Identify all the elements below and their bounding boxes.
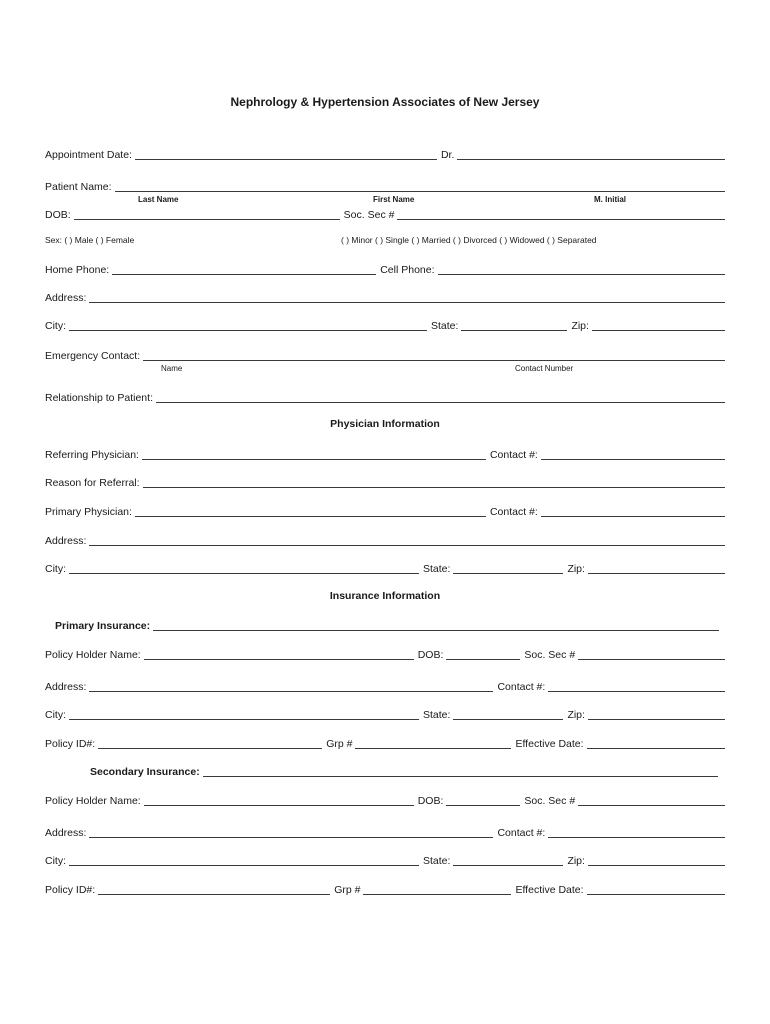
patient-city-field[interactable] xyxy=(69,320,427,331)
primary-physician-field[interactable] xyxy=(135,506,486,517)
patient-state-field[interactable] xyxy=(461,320,567,331)
patient-zip-field[interactable] xyxy=(592,320,725,331)
primary-contact-field[interactable] xyxy=(541,506,725,517)
physician-zip-label: Zip: xyxy=(567,563,585,575)
primary-ins-city-row xyxy=(45,706,725,722)
first-name-hint: First Name xyxy=(373,195,415,204)
primary-policy-field[interactable] xyxy=(98,738,322,749)
primary-insurance-field[interactable] xyxy=(153,620,719,631)
emergency-row xyxy=(45,347,725,363)
physician-city-field[interactable] xyxy=(69,563,419,574)
primary-effective-field[interactable] xyxy=(587,738,725,749)
referring-row xyxy=(45,446,725,462)
physician-address-field[interactable] xyxy=(89,535,725,546)
primary-ins-contact-label: Contact #: xyxy=(497,681,546,693)
phone-row xyxy=(45,261,725,277)
home-phone-label: Home Phone: xyxy=(45,264,110,276)
patient-city-row xyxy=(45,317,725,333)
secondary-holder-label: Policy Holder Name: xyxy=(45,795,141,807)
secondary-ins-contact-label: Contact #: xyxy=(497,827,546,839)
secondary-ins-address-label: Address: xyxy=(45,827,87,839)
physician-section-heading: Physician Information xyxy=(330,418,440,430)
patient-address-label: Address: xyxy=(45,292,87,304)
reason-field[interactable] xyxy=(143,477,725,488)
secondary-ins-city-field[interactable] xyxy=(69,855,419,866)
physician-city-row xyxy=(45,560,725,576)
cell-phone-label: Cell Phone: xyxy=(380,264,435,276)
reason-label: Reason for Referral: xyxy=(45,477,140,489)
secondary-grp-field[interactable] xyxy=(363,884,511,895)
primary-holder-row xyxy=(45,646,725,662)
secondary-ins-contact-field[interactable] xyxy=(548,827,725,838)
patient-address-row xyxy=(45,289,725,305)
dob-ssn-row xyxy=(45,206,725,222)
patient-name-row xyxy=(45,178,725,194)
primary-contact-label: Contact #: xyxy=(489,506,538,518)
appointment-row xyxy=(45,146,725,162)
physician-city-label: City: xyxy=(45,563,66,575)
emergency-contact-label: Emergency Contact: xyxy=(45,350,141,362)
secondary-insurance-label: Secondary Insurance: xyxy=(90,766,200,778)
form-title: Nephrology & Hypertension Associates of New Jersey xyxy=(230,95,540,109)
physician-zip-field[interactable] xyxy=(588,563,725,574)
primary-ins-city-label: City: xyxy=(45,709,66,721)
referring-physician-field[interactable] xyxy=(142,449,486,460)
secondary-holder-row xyxy=(45,792,725,808)
relationship-row xyxy=(45,389,725,405)
secondary-ins-city-label: City: xyxy=(45,855,66,867)
appointment-date-field[interactable] xyxy=(135,149,437,160)
primary-ins-zip-label: Zip: xyxy=(567,709,585,721)
primary-ins-city-field[interactable] xyxy=(69,709,419,720)
referring-contact-field[interactable] xyxy=(541,449,725,460)
primary-insurance-label: Primary Insurance: xyxy=(55,620,151,632)
patient-address-field[interactable] xyxy=(89,292,725,303)
primary-ins-address-label: Address: xyxy=(45,681,87,693)
primary-ins-state-field[interactable] xyxy=(453,709,563,720)
patient-city-label: City: xyxy=(45,320,66,332)
patient-name-field[interactable] xyxy=(115,181,725,192)
primary-ins-address-row xyxy=(45,678,725,694)
referring-physician-label: Referring Physician: xyxy=(45,449,139,461)
primary-ins-state-label: State: xyxy=(423,709,451,721)
physician-state-label: State: xyxy=(423,563,451,575)
secondary-ins-zip-field[interactable] xyxy=(588,855,725,866)
secondary-effective-label: Effective Date: xyxy=(515,884,584,896)
secondary-holder-ssn-label: Soc. Sec # xyxy=(524,795,576,807)
cell-phone-field[interactable] xyxy=(438,264,725,275)
primary-grp-label: Grp # xyxy=(326,738,353,750)
primary-insurance-row xyxy=(55,617,719,633)
secondary-holder-ssn-field[interactable] xyxy=(578,795,725,806)
appointment-date-label: Appointment Date: xyxy=(45,149,132,161)
secondary-policy-label: Policy ID#: xyxy=(45,884,96,896)
secondary-holder-field[interactable] xyxy=(144,795,414,806)
secondary-policy-row xyxy=(45,881,725,897)
dob-field[interactable] xyxy=(74,209,340,220)
primary-ins-address-field[interactable] xyxy=(89,681,493,692)
primary-holder-dob-field[interactable] xyxy=(446,649,520,660)
secondary-grp-label: Grp # xyxy=(334,884,361,896)
middle-initial-hint: M. Initial xyxy=(594,195,626,204)
ssn-label: Soc. Sec # xyxy=(343,209,395,221)
physician-state-field[interactable] xyxy=(453,563,563,574)
primary-ins-zip-field[interactable] xyxy=(588,709,725,720)
patient-zip-label: Zip: xyxy=(571,320,589,332)
secondary-ins-state-field[interactable] xyxy=(453,855,563,866)
primary-holder-field[interactable] xyxy=(144,649,414,660)
secondary-ins-address-row xyxy=(45,824,725,840)
reason-row xyxy=(45,474,725,490)
patient-name-label: Patient Name: xyxy=(45,181,112,193)
referring-contact-label: Contact #: xyxy=(489,449,538,461)
primary-physician-label: Primary Physician: xyxy=(45,506,132,518)
physician-address-label: Address: xyxy=(45,535,87,547)
primary-holder-ssn-label: Soc. Sec # xyxy=(524,649,576,661)
insurance-section-heading: Insurance Information xyxy=(329,590,441,602)
primary-holder-ssn-field[interactable] xyxy=(578,649,725,660)
dob-label: DOB: xyxy=(45,209,71,221)
sex-options[interactable]: Sex: ( ) Male ( ) Female xyxy=(45,235,135,245)
primary-policy-label: Policy ID#: xyxy=(45,738,96,750)
secondary-effective-field[interactable] xyxy=(587,884,725,895)
home-phone-field[interactable] xyxy=(112,264,376,275)
secondary-ins-zip-label: Zip: xyxy=(567,855,585,867)
primary-holder-dob-label: DOB: xyxy=(417,649,444,661)
primary-grp-field[interactable] xyxy=(355,738,511,749)
doctor-field[interactable] xyxy=(457,149,725,160)
relationship-label: Relationship to Patient: xyxy=(45,392,153,404)
physician-address-row xyxy=(45,532,725,548)
ssn-field[interactable] xyxy=(397,209,725,220)
patient-state-label: State: xyxy=(431,320,459,332)
secondary-ins-city-row xyxy=(45,852,725,868)
primary-effective-label: Effective Date: xyxy=(515,738,584,750)
primary-ins-contact-field[interactable] xyxy=(548,681,725,692)
secondary-insurance-field[interactable] xyxy=(203,766,718,777)
secondary-ins-address-field[interactable] xyxy=(89,827,493,838)
primary-physician-row xyxy=(45,503,725,519)
emergency-contact-field[interactable] xyxy=(143,350,725,361)
secondary-holder-dob-field[interactable] xyxy=(446,795,520,806)
primary-holder-label: Policy Holder Name: xyxy=(45,649,141,661)
emergency-name-hint: Name xyxy=(161,364,183,373)
secondary-ins-state-label: State: xyxy=(423,855,451,867)
last-name-hint: Last Name xyxy=(138,195,179,204)
relationship-field[interactable] xyxy=(156,392,725,403)
marital-status-options[interactable]: ( ) Minor ( ) Single ( ) Married ( ) Divorced ( ) Widowed ( ) Separated xyxy=(341,235,597,245)
primary-policy-row xyxy=(45,735,725,751)
doctor-label: Dr. xyxy=(440,149,455,161)
secondary-holder-dob-label: DOB: xyxy=(417,795,444,807)
emergency-number-hint: Contact Number xyxy=(515,364,574,373)
secondary-policy-field[interactable] xyxy=(98,884,330,895)
secondary-insurance-row xyxy=(90,763,718,779)
